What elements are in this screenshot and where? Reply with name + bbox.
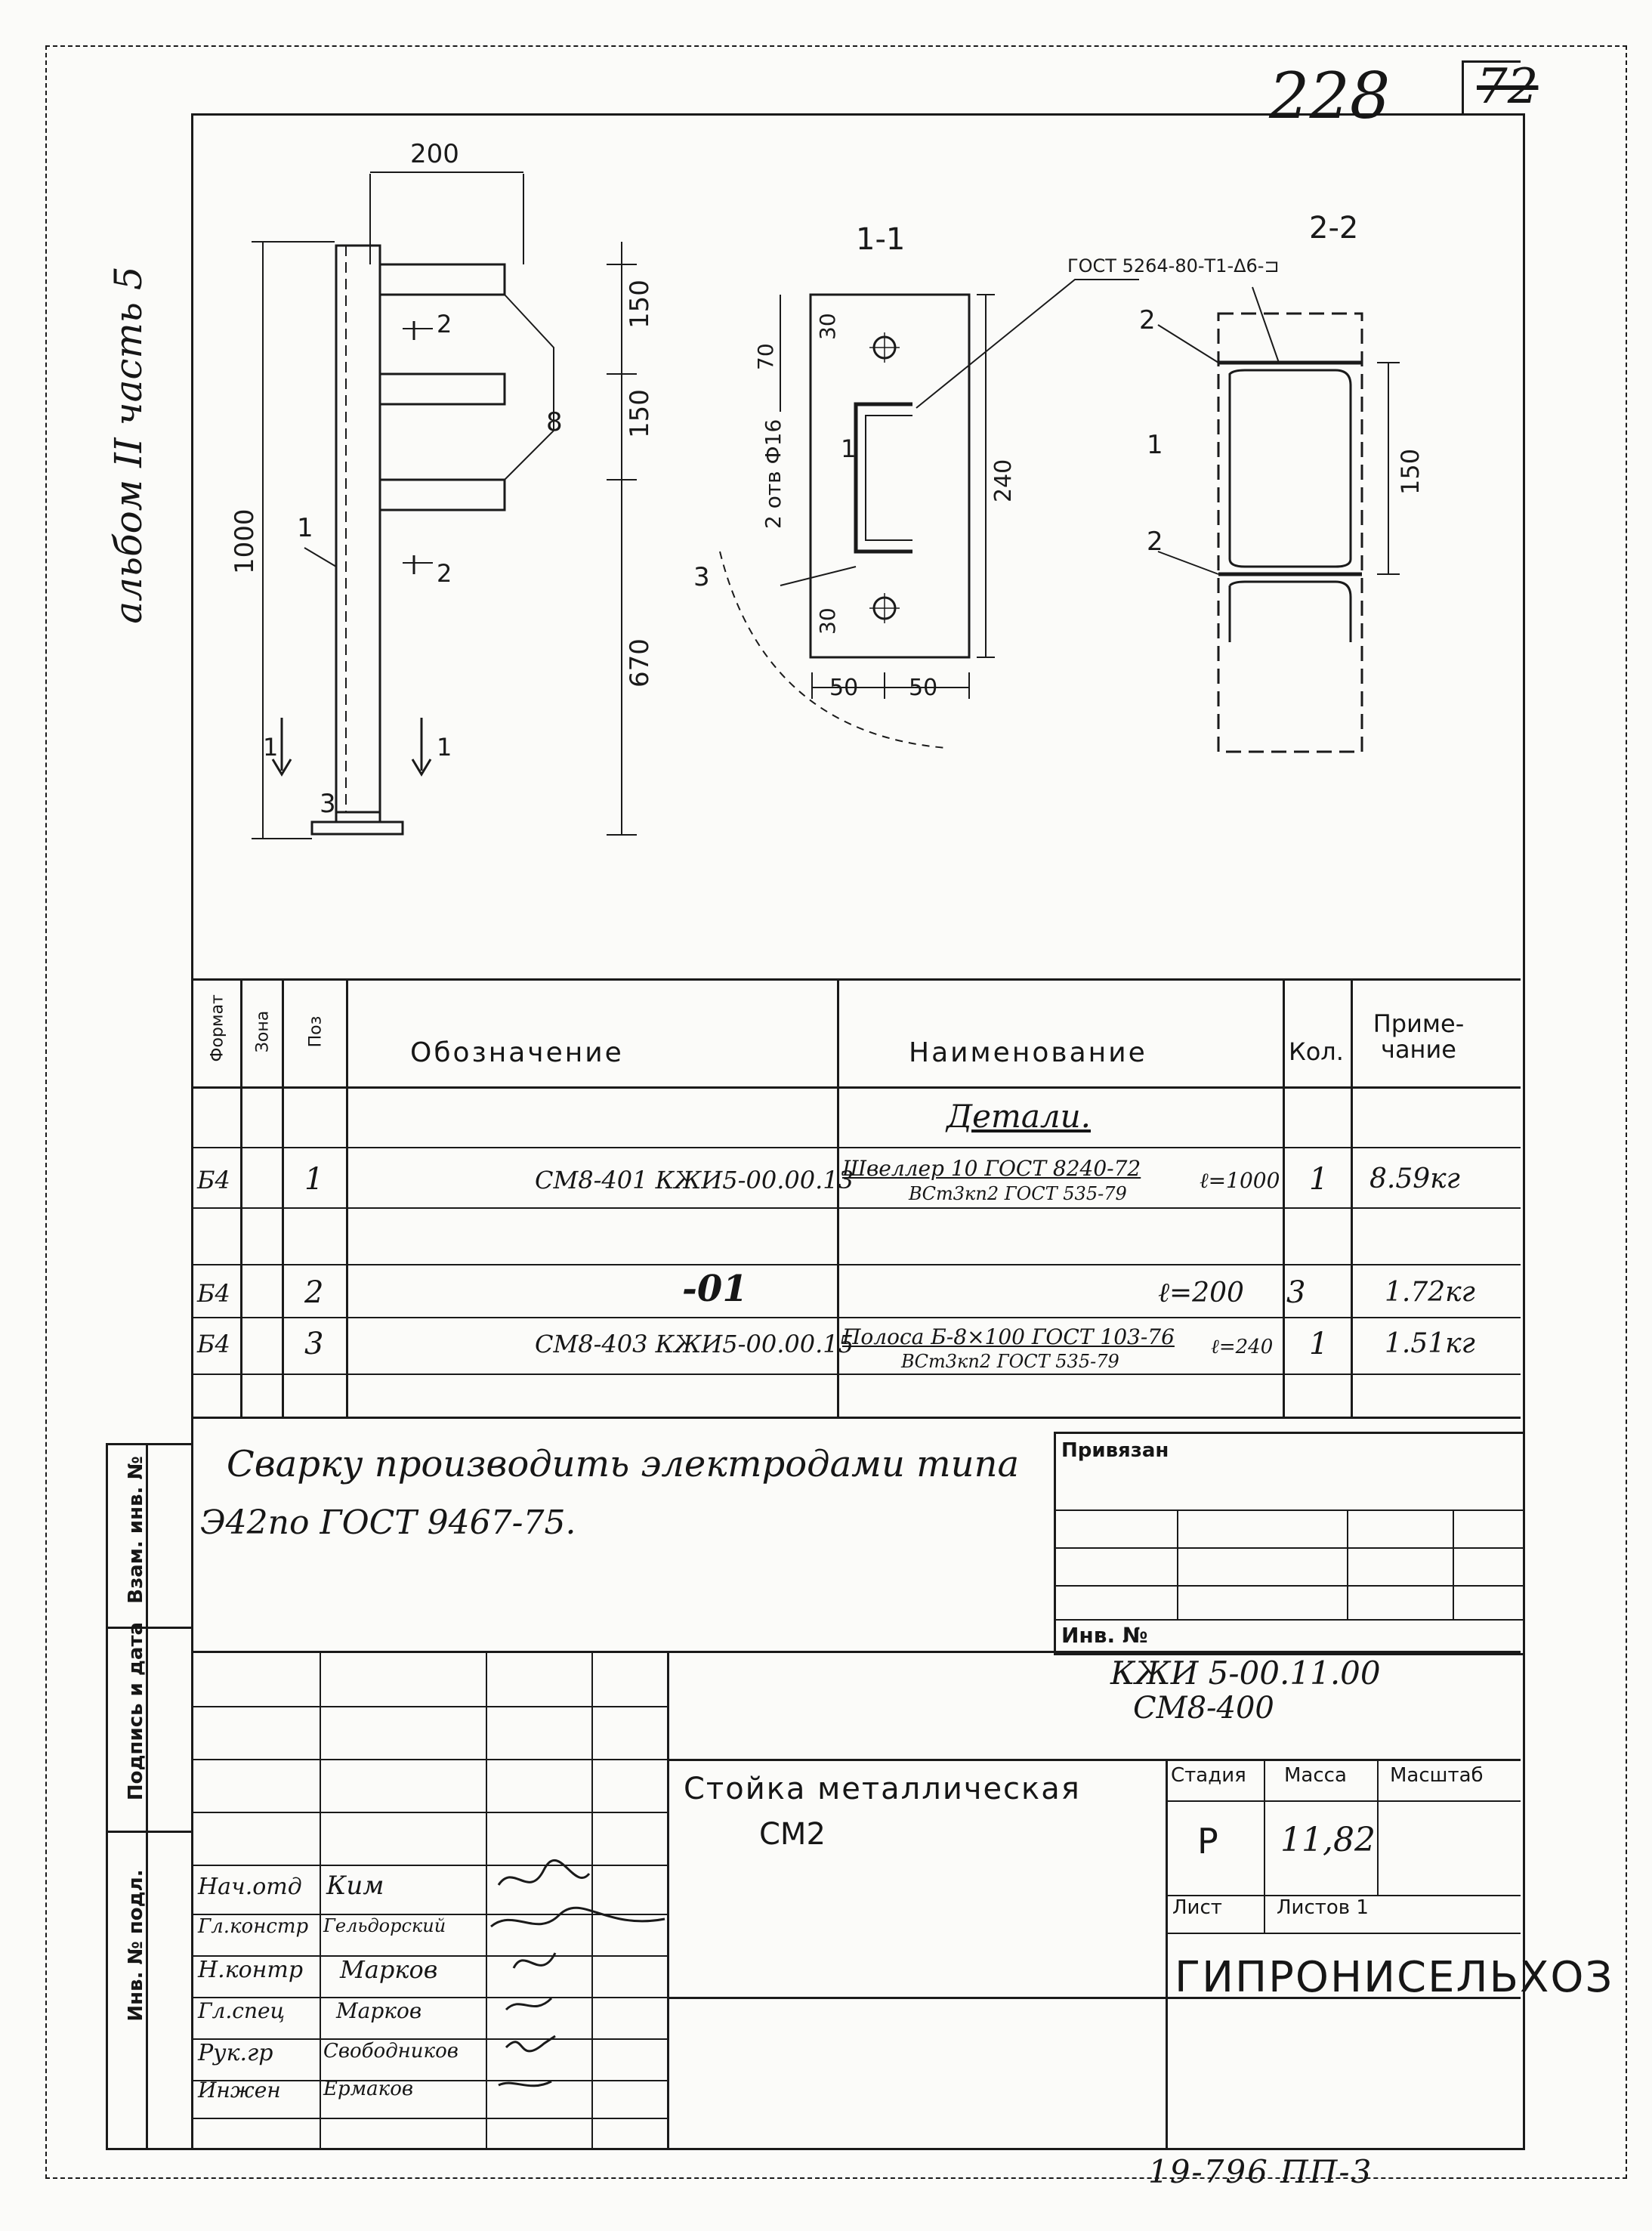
- dim-150-a: 150: [625, 280, 655, 329]
- pos-8-label: 8: [546, 407, 563, 437]
- drawing-area: [191, 113, 1521, 975]
- row-3-length: ℓ=240: [1211, 1336, 1274, 1358]
- album-label: альбом II часть 5: [107, 266, 150, 624]
- name-2: Гельдорский: [323, 1915, 446, 1936]
- row-3-name-2: ВСт3кп2 ГОСТ 535-79: [901, 1351, 1119, 1372]
- sec2-pos-2-top: 2: [1139, 305, 1156, 335]
- header-note: Приме-чание: [1373, 1009, 1465, 1064]
- binding-inv-no: Инв. №: [1061, 1623, 1148, 1648]
- plate-mid: [380, 374, 505, 404]
- header-zone: Зона: [253, 1010, 273, 1053]
- dim-30a: 30: [815, 313, 840, 340]
- side-stamp-podpis: Подпись и дата: [125, 1621, 147, 1801]
- pos-3-label: 3: [320, 789, 336, 819]
- row-2-designation: -01: [682, 1268, 748, 1310]
- sec2-pos-2-bot: 2: [1147, 527, 1163, 557]
- plate-bot: [380, 480, 505, 510]
- side-stamp-inv-podl: Инв. № подл.: [125, 1869, 147, 2022]
- row-3-qty: 1: [1309, 1327, 1329, 1361]
- sec2-pos-1: 1: [1147, 430, 1163, 460]
- dim-30b: 30: [815, 607, 840, 635]
- name-6: Ермаков: [323, 2078, 413, 2100]
- dim-240: 240: [990, 459, 1017, 502]
- section-title-details: Детали.: [946, 1098, 1092, 1135]
- cut-2-label-top: 2: [437, 310, 452, 338]
- welding-note-line-1: Сварку производить электродами типа: [227, 1443, 1020, 1485]
- signatures: [483, 1855, 672, 2134]
- pos-1-label: 1: [297, 513, 313, 543]
- scale-label: Масштаб: [1390, 1764, 1484, 1787]
- name-3: Марков: [340, 1955, 438, 1984]
- holes-note: 2 отв Ф16: [761, 419, 786, 529]
- row-1-length: ℓ=1000: [1200, 1168, 1280, 1193]
- role-3: Н.контр: [198, 1957, 304, 1983]
- role-5: Рук.гр: [198, 2040, 273, 2066]
- row-1-qty: 1: [1309, 1162, 1329, 1197]
- row-3-format: Б4: [197, 1330, 230, 1358]
- mass-label: Масса: [1284, 1764, 1347, 1787]
- weld-note: ГОСТ 5264-80-Т1-Δ6-⊐: [1067, 255, 1280, 277]
- row-2-format: Б4: [197, 1279, 230, 1308]
- role-2: Гл.констр: [198, 1915, 309, 1938]
- header-pos: Поз: [306, 1015, 326, 1048]
- row-3-designation: СМ8-403 КЖИ5-00.00.15: [535, 1330, 854, 1358]
- dim-top-200: 200: [410, 139, 459, 169]
- side-stamp-vzam-inv: Взам. инв. №: [125, 1456, 147, 1604]
- corner-box: [1462, 60, 1521, 116]
- section-1-1-plate: [811, 295, 969, 657]
- row-1-designation: СМ8-401 КЖИ5-00.00.13: [535, 1166, 854, 1194]
- post-channel: [336, 246, 380, 812]
- section-1-title: 1-1: [856, 222, 906, 257]
- row-3-pos: 3: [304, 1327, 324, 1361]
- role-4: Гл.спец: [198, 1998, 286, 2023]
- section-2-2-frame: [1218, 314, 1362, 752]
- row-1-note: 8.59кг: [1369, 1163, 1460, 1194]
- welding-note-line-2: Э42по ГОСТ 9467-75.: [200, 1503, 576, 1542]
- sec1-pos-1: 1: [841, 434, 857, 463]
- header-qty: Кол.: [1289, 1037, 1344, 1066]
- drawing-title-line-1: Стойка металлическая: [684, 1772, 1081, 1806]
- cut-1-label-right: 1: [437, 733, 452, 762]
- dim-50a: 50: [829, 675, 859, 701]
- name-5: Свободников: [323, 2040, 459, 2063]
- row-1-name-1: Швеллер 10 ГОСТ 8240-72: [842, 1156, 1141, 1181]
- old-sheet-number: 72: [1477, 59, 1539, 115]
- stage-value: Р: [1197, 1821, 1218, 1862]
- sheet-label: Лист: [1172, 1896, 1222, 1919]
- role-6: Инжен: [198, 2078, 281, 2103]
- row-2-length: ℓ=200: [1158, 1278, 1244, 1309]
- side-stamp: [106, 1443, 191, 2150]
- name-4: Марков: [336, 1998, 422, 2023]
- binding-block: [1054, 1432, 1523, 1655]
- spec-table: [191, 978, 1521, 1419]
- row-2-note: 1.72кг: [1385, 1277, 1475, 1308]
- row-3-name-1: Полоса Б-8×100 ГОСТ 103-76: [842, 1324, 1175, 1349]
- header-designation: Обозначение: [410, 1037, 624, 1068]
- row-1-format: Б4: [197, 1166, 230, 1194]
- dim-1000: 1000: [230, 508, 260, 574]
- header-name: Наименование: [909, 1037, 1147, 1068]
- section-2-title: 2-2: [1309, 211, 1359, 246]
- cut-1-label-left: 1: [263, 733, 279, 762]
- sheet-number: 228: [1269, 59, 1391, 133]
- doc-code-line-1: КЖИ 5-00.11.00: [1110, 1655, 1381, 1692]
- row-2-pos: 2: [304, 1275, 324, 1310]
- role-1: Нач.отд: [198, 1874, 302, 1900]
- row-1-pos: 1: [304, 1162, 324, 1197]
- sheets-label: Листов 1: [1277, 1896, 1369, 1919]
- doc-code-line-2: СМ8-400: [1133, 1691, 1274, 1726]
- bottom-code: 19-796 ПП-3: [1148, 2153, 1373, 2190]
- cut-2-label-bot: 2: [437, 559, 452, 588]
- name-1: Ким: [326, 1871, 384, 1901]
- row-1-name-2: ВСт3кп2 ГОСТ 535-79: [909, 1183, 1127, 1204]
- binding-label: Привязан: [1061, 1439, 1169, 1462]
- mass-value: 11,82: [1280, 1821, 1376, 1859]
- dim-70: 70: [753, 343, 778, 370]
- drawing-title-line-2: СМ2: [759, 1817, 826, 1852]
- stage-label: Стадия: [1171, 1764, 1246, 1787]
- plate-top: [380, 264, 505, 295]
- row-3-note: 1.51кг: [1385, 1328, 1475, 1359]
- dim-50b: 50: [909, 675, 938, 701]
- dim-670: 670: [625, 638, 655, 688]
- organization-name: ГИПРОНИСЕЛЬХОЗ: [1175, 1953, 1614, 2002]
- row-2-qty: 3: [1286, 1275, 1306, 1310]
- sec1-pos-3: 3: [693, 562, 710, 592]
- sec2-dim-150: 150: [1396, 448, 1425, 495]
- header-format: Формат: [208, 994, 227, 1062]
- dim-150-b: 150: [625, 389, 655, 438]
- base-plate: [312, 822, 403, 834]
